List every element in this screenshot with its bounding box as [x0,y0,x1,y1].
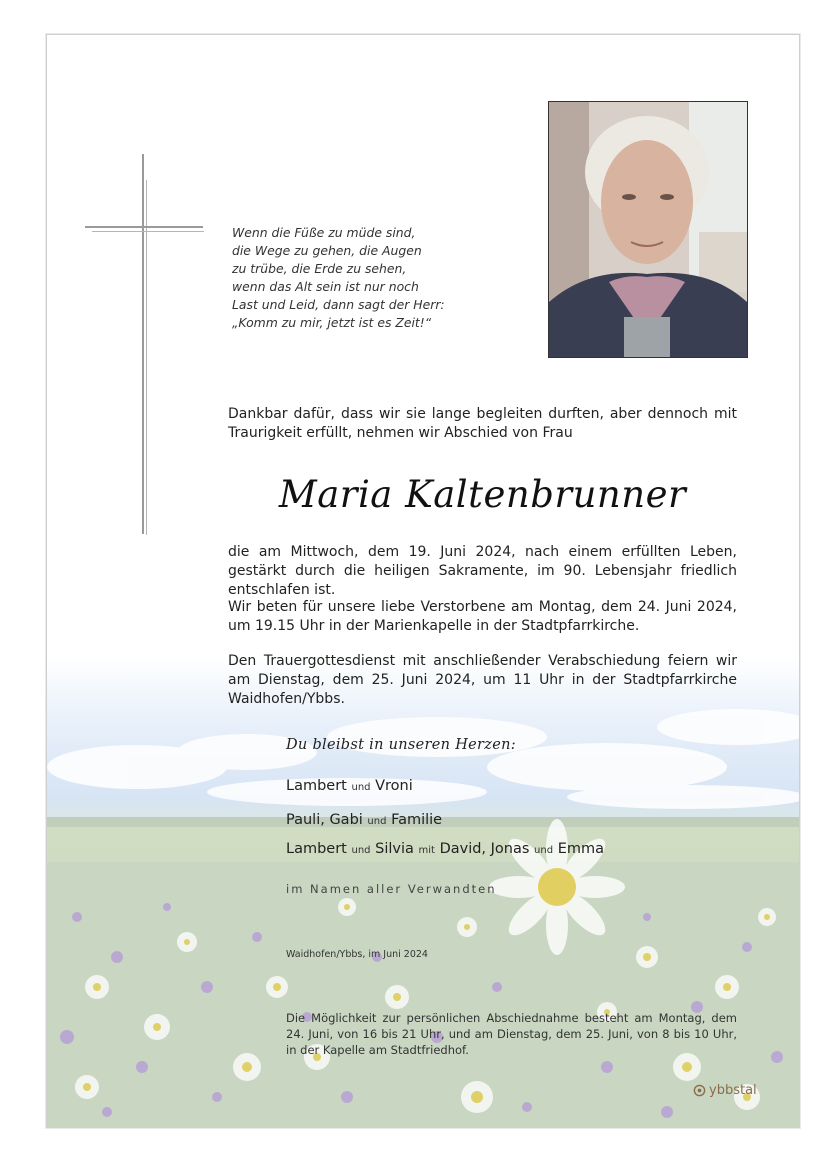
conjunction: mit [418,845,435,856]
mourner-name: David, Jonas [439,841,530,857]
intro-text: Dankbar dafür, dass wir sie lange begleiten durften, aber dennoch mit Traurigkeit erfüllt, nehmen wir Abschied von Frau [228,406,737,441]
conjunction: und [367,816,387,827]
family-line-3 [286,841,604,857]
closing-line: Du bleibst in unseren Herzen: [286,737,516,753]
mourner-name: Emma [557,841,604,857]
ybbstal-logo [693,1083,757,1098]
mourner-name: Vroni [375,778,413,794]
mourner-name: Lambert [286,778,347,794]
conjunction: und [351,845,371,856]
cross-vertical-bar [142,154,144,534]
cross-horizontal-shadow [92,231,204,232]
mourner-name: Silvia [375,841,414,857]
funeral-paragraph: Den Trauergottesdienst mit anschließender Verabschiedung feiern wir am Dienstag, dem 25. Juni 2024, um 11 Uhr in der Stadtpfarrkirche Waidhofen/Ybbs. [228,653,737,707]
logo-text: ybbstal [709,1083,757,1098]
prayer-paragraph: Wir beten für unsere liebe Verstorbene am Montag, dem 24. Juni 2024, um 19.15 Uhr in der Marienkapelle in der Stadtpfarrkirche. [228,599,737,634]
poem-line: die Wege zu gehen, die Augen [232,243,422,258]
family-line-1 [286,778,413,794]
portrait-photo [548,101,748,358]
cross-horizontal-bar [85,226,203,228]
mourner-name: Familie [391,812,443,828]
portrait-illustration [549,102,747,357]
deceased-name: Maria Kaltenbrunner [278,473,687,516]
mourner-name: Lambert [286,841,347,857]
relatives-note: im Namen aller Verwandten [286,882,497,896]
poem-line: „Komm zu mir, jetzt ist es Zeit!“ [232,315,432,330]
death-notice-paragraph: die am Mittwoch, dem 19. Juni 2024, nach einem erfüllten Leben, gestärkt durch die heiligen Sakramente, im 90. Lebensjahr friedlich entschlafen ist. [228,544,737,598]
logo-icon [693,1084,706,1097]
poem-line: Last und Leid, dann sagt der Herr: [232,297,445,312]
family-line-2 [286,812,442,828]
place-date: Waidhofen/Ybbs, im Juni 2024 [286,949,428,960]
obituary-card [46,34,800,1128]
memorial-poem [232,224,482,332]
cross-vertical-shadow [146,180,147,535]
viewing-info: Die Möglichkeit zur persönlichen Abschiednahme besteht am Montag, dem 24. Juni, von 16 bis 21 Uhr, und am Dienstag, dem 25. Juni, von 8 bis 10 Uhr, in der Kapelle am Stadtfriedhof. [286,1011,737,1057]
poem-line: zu trübe, die Erde zu sehen, [232,261,407,276]
conjunction: und [534,845,554,856]
conjunction: und [351,782,371,793]
poem-line: wenn das Alt sein ist nur noch [232,279,419,294]
mourner-name: Pauli, Gabi [286,812,363,828]
poem-line: Wenn die Füße zu müde sind, [232,225,416,240]
